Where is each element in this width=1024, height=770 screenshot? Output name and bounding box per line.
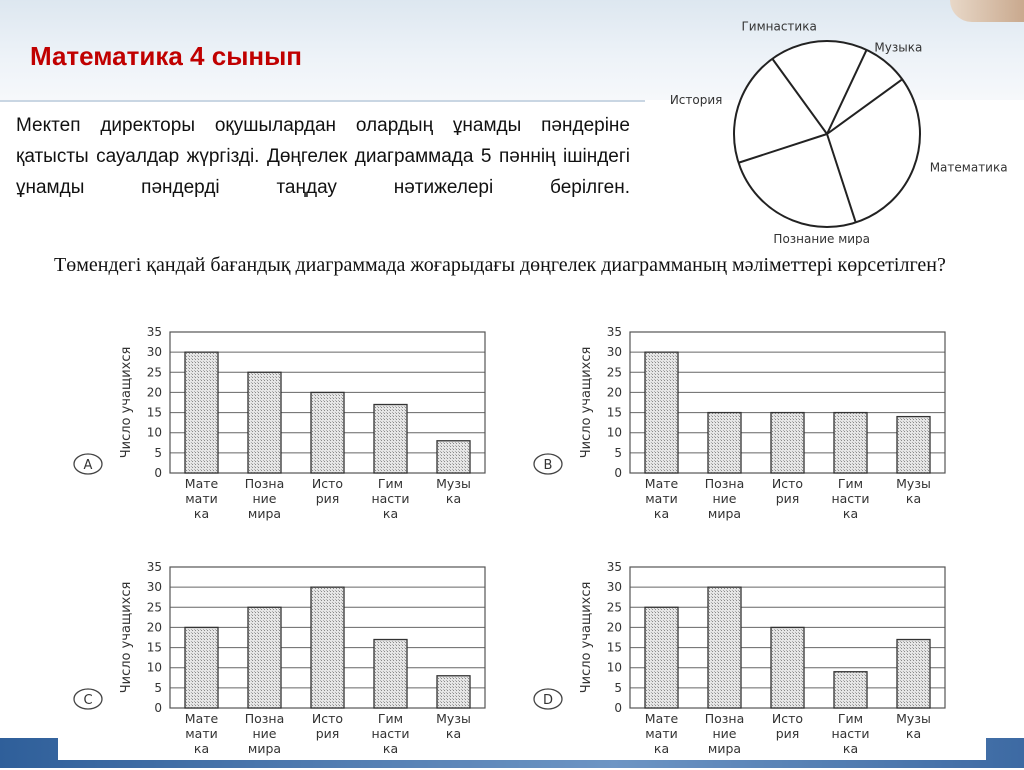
y-tick-label: 5	[614, 680, 622, 695]
intro-text: Мектеп директоры оқушылардан олардың ұнамды пәндеріне қатысты сауалдар жүргізді. Дөңгелек диаграммада 5 пәннің ішіндегі ұнамды пәндерді таңдау нәтижелері берілген.	[16, 115, 630, 198]
y-axis-label: Число учащихся	[579, 581, 594, 694]
x-tick-label-line: насти	[371, 726, 410, 741]
bar	[437, 676, 470, 708]
bar-chart-svg	[520, 555, 960, 765]
x-tick-label-line: Позна	[244, 711, 285, 726]
x-tick-label-line: Гим	[837, 711, 864, 726]
y-tick-label: 0	[614, 701, 622, 715]
x-tick-label-line: Исто	[771, 711, 804, 726]
x-tick-label-line: рия	[315, 491, 340, 506]
y-tick-label: 15	[606, 405, 622, 420]
bar	[645, 352, 678, 473]
x-tick-label	[896, 476, 931, 506]
bar	[897, 417, 930, 473]
y-tick-label: 20	[146, 620, 162, 635]
pie-chart-svg	[640, 20, 1020, 245]
y-tick-label: 10	[146, 660, 162, 675]
y-tick-label: 25	[606, 365, 622, 380]
y-tick-label: 15	[146, 405, 162, 420]
y-tick-label: 25	[606, 600, 622, 615]
x-tick-label-line: Позна	[704, 476, 745, 491]
option-letter: B	[543, 458, 553, 473]
pie-slice-label: История	[669, 93, 723, 108]
x-tick-label	[312, 711, 343, 741]
y-tick-label: 0	[154, 701, 162, 715]
x-tick-label-line: Исто	[311, 476, 344, 491]
y-tick-label: 30	[606, 580, 622, 595]
x-tick-label-line: Мате	[184, 476, 219, 491]
bar	[248, 372, 281, 473]
x-tick-label-line: ка	[382, 506, 399, 521]
y-axis-label: Число учащихся	[579, 346, 594, 459]
bar-chart-option-b[interactable]	[520, 320, 960, 530]
bar	[771, 413, 804, 473]
bar-chart-option-c[interactable]	[60, 555, 500, 765]
corner-photo	[950, 0, 1024, 22]
x-tick-label	[185, 476, 219, 521]
bar	[185, 627, 218, 708]
bar	[185, 352, 218, 473]
y-tick-label: 5	[614, 445, 622, 460]
x-tick-label	[245, 476, 285, 521]
y-tick-label: 10	[606, 425, 622, 440]
x-tick-label-line: мати	[185, 491, 218, 506]
x-tick-label-line: рия	[315, 726, 340, 741]
bar-chart-option-d[interactable]	[520, 555, 960, 765]
x-tick-label-line: Музы	[436, 711, 471, 726]
option-marker[interactable]	[534, 689, 562, 709]
x-tick-label-line: ка	[653, 741, 670, 756]
pie-slice-label: Музыка	[874, 40, 923, 55]
y-tick-label: 20	[146, 385, 162, 400]
question-text: Төмендегі қандай бағандық диаграммада жоғарыдағы дөңгелек диаграмманың мәліметтері көрсетілген?	[54, 254, 946, 276]
y-tick-label: 30	[606, 345, 622, 360]
x-tick-label-line: ка	[382, 741, 399, 756]
x-tick-label-line: Позна	[244, 476, 285, 491]
pie-slice-label: Познание мира	[773, 232, 871, 245]
bar	[897, 640, 930, 708]
x-tick-label	[772, 476, 803, 506]
pie-slice-label: Математика	[929, 160, 1008, 175]
x-tick-label	[831, 476, 869, 521]
x-tick-label-line: мира	[247, 741, 282, 756]
x-tick-label-line: ка	[842, 741, 859, 756]
bar-chart-svg	[60, 320, 500, 530]
x-tick-label	[705, 476, 745, 521]
x-tick-label-line: ка	[905, 491, 922, 506]
option-marker[interactable]	[74, 689, 102, 709]
x-tick-label-line: ка	[445, 491, 462, 506]
bar	[834, 413, 867, 473]
y-tick-label: 15	[146, 640, 162, 655]
x-tick-label-line: Мате	[644, 476, 679, 491]
x-tick-label-line: ка	[653, 506, 670, 521]
x-tick-label-line: Гим	[377, 711, 404, 726]
x-tick-label-line: Музы	[436, 476, 471, 491]
x-tick-label-line: ние	[712, 726, 737, 741]
bar	[248, 607, 281, 708]
x-tick-label-line: Исто	[771, 476, 804, 491]
y-tick-label: 10	[606, 660, 622, 675]
y-tick-label: 20	[606, 620, 622, 635]
x-tick-label-line: насти	[371, 491, 410, 506]
y-tick-label: 0	[614, 466, 622, 480]
y-tick-label: 35	[146, 560, 162, 574]
x-tick-label-line: насти	[831, 726, 870, 741]
x-tick-label-line: ние	[252, 726, 277, 741]
y-tick-label: 30	[146, 345, 162, 360]
bar-chart-option-a[interactable]	[60, 320, 500, 530]
y-tick-label: 20	[606, 385, 622, 400]
x-tick-label-line: ка	[905, 726, 922, 741]
x-tick-label-line: Позна	[704, 711, 745, 726]
y-tick-label: 25	[146, 600, 162, 615]
x-tick-label	[312, 476, 343, 506]
x-tick-label-line: ка	[193, 506, 210, 521]
y-tick-label: 5	[154, 680, 162, 695]
option-letter: C	[83, 693, 93, 708]
y-tick-label: 25	[146, 365, 162, 380]
option-marker[interactable]	[534, 454, 562, 474]
x-tick-label-line: Гим	[837, 476, 864, 491]
pie-slice-label: Гимнастика	[741, 20, 817, 34]
x-tick-label	[436, 476, 471, 506]
bar	[437, 441, 470, 473]
x-tick-label-line: Гим	[377, 476, 404, 491]
bar	[708, 587, 741, 708]
bar	[311, 587, 344, 708]
x-tick-label-line: насти	[831, 491, 870, 506]
x-tick-label-line: ка	[445, 726, 462, 741]
x-tick-label	[245, 711, 285, 756]
x-tick-label	[896, 711, 931, 741]
x-tick-label-line: ка	[193, 741, 210, 756]
x-tick-label-line: Мате	[644, 711, 679, 726]
x-tick-label-line: ние	[252, 491, 277, 506]
bar-chart-svg	[60, 555, 500, 765]
x-tick-label-line: мира	[707, 506, 742, 521]
option-letter: A	[83, 458, 93, 473]
pie-chart	[640, 20, 1020, 245]
x-tick-label-line: мати	[645, 491, 678, 506]
x-tick-label-line: мира	[247, 506, 282, 521]
x-tick-label-line: рия	[775, 726, 800, 741]
bar	[834, 672, 867, 708]
x-tick-label-line: Музы	[896, 711, 931, 726]
bar	[708, 413, 741, 473]
bar	[374, 405, 407, 473]
x-tick-label-line: Музы	[896, 476, 931, 491]
x-tick-label-line: ние	[712, 491, 737, 506]
x-tick-label	[371, 476, 409, 521]
bar-chart-svg	[520, 320, 960, 530]
y-tick-label: 30	[146, 580, 162, 595]
bar	[771, 627, 804, 708]
bar	[645, 607, 678, 708]
x-tick-label	[371, 711, 409, 756]
y-tick-label: 5	[154, 445, 162, 460]
header-divider	[0, 100, 645, 102]
x-tick-label-line: Мате	[184, 711, 219, 726]
y-tick-label: 35	[606, 325, 622, 339]
x-tick-label-line: ка	[842, 506, 859, 521]
x-tick-label	[436, 711, 471, 741]
y-axis-label: Число учащихся	[119, 346, 134, 459]
bar	[311, 392, 344, 473]
x-tick-label	[831, 711, 869, 756]
y-tick-label: 10	[146, 425, 162, 440]
y-tick-label: 35	[606, 560, 622, 574]
y-tick-label: 15	[606, 640, 622, 655]
x-tick-label-line: рия	[775, 491, 800, 506]
page-title: Математика 4 сынып	[30, 41, 303, 71]
x-tick-label	[645, 476, 679, 521]
option-letter: D	[542, 693, 554, 708]
y-tick-label: 35	[146, 325, 162, 339]
x-tick-label	[645, 711, 679, 756]
y-axis-label: Число учащихся	[119, 581, 134, 694]
x-tick-label-line: мати	[645, 726, 678, 741]
x-tick-label	[772, 711, 803, 741]
option-marker[interactable]	[74, 454, 102, 474]
x-tick-label-line: мати	[185, 726, 218, 741]
y-tick-label: 0	[154, 466, 162, 480]
x-tick-label	[705, 711, 745, 756]
x-tick-label	[185, 711, 219, 756]
x-tick-label-line: мира	[707, 741, 742, 756]
bar	[374, 640, 407, 708]
x-tick-label-line: Исто	[311, 711, 344, 726]
